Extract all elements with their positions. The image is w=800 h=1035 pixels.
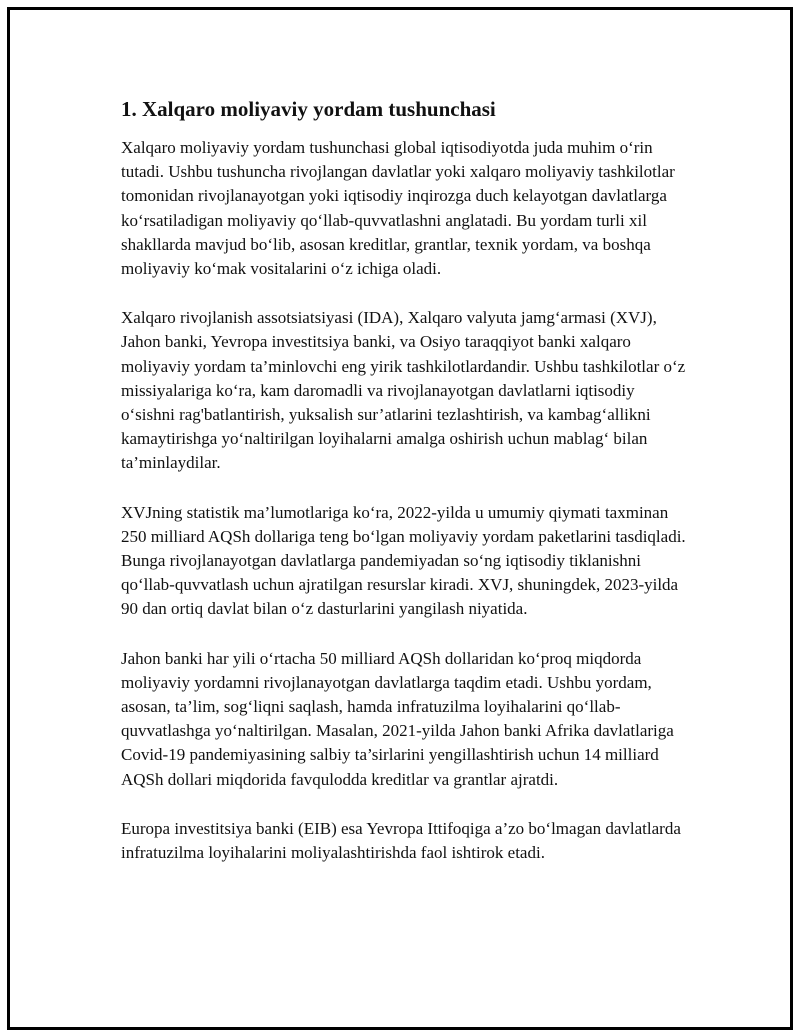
paragraph-organizations: Xalqaro rivojlanish assotsiatsiyasi (IDA), Xalqaro valyuta jamg‘armasi (XVJ), Jahon banki, Yevropa investitsiya banki, va Osiyo taraqqiyot banki xalqaro moliyaviy yordam ta’minlovchi eng yirik tashkilotlardandir. Ushbu tashkilotlar o‘z missiyalariga ko‘ra, kam daromadli va rivojlanayotgan davlatlarni iqtisodiy o‘sishni rag'batlantirish, yuksalish sur’atlarini tezlashtirish, va kambag‘allikni kamaytirishga yo‘naltirilgan loyihalarni amalga oshirish uchun mablag‘ bilan ta’minlaydilar. [121,308,686,473]
paragraph-imf-statistics: XVJning statistik ma’lumotlariga ko‘ra, 2022-yilda u umumiy qiymati taxminan 250 milliard AQSh dollariga teng bo‘lgan moliyaviy yordam paketlarini tasdiqladi. Bunga rivojlanayotgan davlatlarga pandemiyadan so‘ng iqtisodiy tiklanishni qo‘llab-quvvatlash uchun ajratilgan resurslar kiradi. XVJ, shuningdek, 2023-yilda 90 dan ortiq davlat bilan o‘z dasturlarini yangilash niyatida. [121,502,686,619]
paragraph-intro: Xalqaro moliyaviy yordam tushunchasi global iqtisodiyotda juda muhim o‘rin tutadi. Ushbu tushuncha rivojlangan davlatlar yoki xalqaro moliyaviy tashkilotlar tomonidan rivojlanayotgan yoki iqtisodiy inqirozga duch kelayotgan davlatlarga ko‘rsatiladigan moliyaviy qo‘llab-quvvatlashni anglatadi. Bu yordam turli xil shakllarda mavjud bo‘lib, asosan kreditlar, grantlar, texnik yordam, va boshqa moliyaviy ko‘mak vositalarini o‘z ichiga oladi. [121,138,675,279]
page-frame [7,7,793,1030]
section-heading: 1. Xalqaro moliyaviy yordam tushunchasi [121,97,496,121]
paragraph-world-bank: Jahon banki har yili o‘rtacha 50 milliard AQSh dollaridan ko‘proq miqdorda moliyaviy yordamni rivojlanayotgan davlatlarga taqdim etadi. Ushbu yordam, asosan, ta’lim, sog‘liqni saqlash, hamda infratuzilma loyihalarini qo‘llab-quvvatlashga yo‘naltirilgan. Masalan, 2021-yilda Jahon banki Afrika davlatlariga Covid-19 pandemiyasining salbiy ta’sirlarini yengillashtirish uchun 14 milliard AQSh dollari miqdorida favqulodda kreditlar va grantlar ajratdi. [121,648,674,789]
document-body [121,96,691,890]
paragraph-eib: Europa investitsiya banki (EIB) esa Yevropa Ittifoqiga a’zo bo‘lmagan davlatlarda infratuzilma loyihalarini moliyalashtirishda faol ishtirok etadi. [121,818,681,863]
